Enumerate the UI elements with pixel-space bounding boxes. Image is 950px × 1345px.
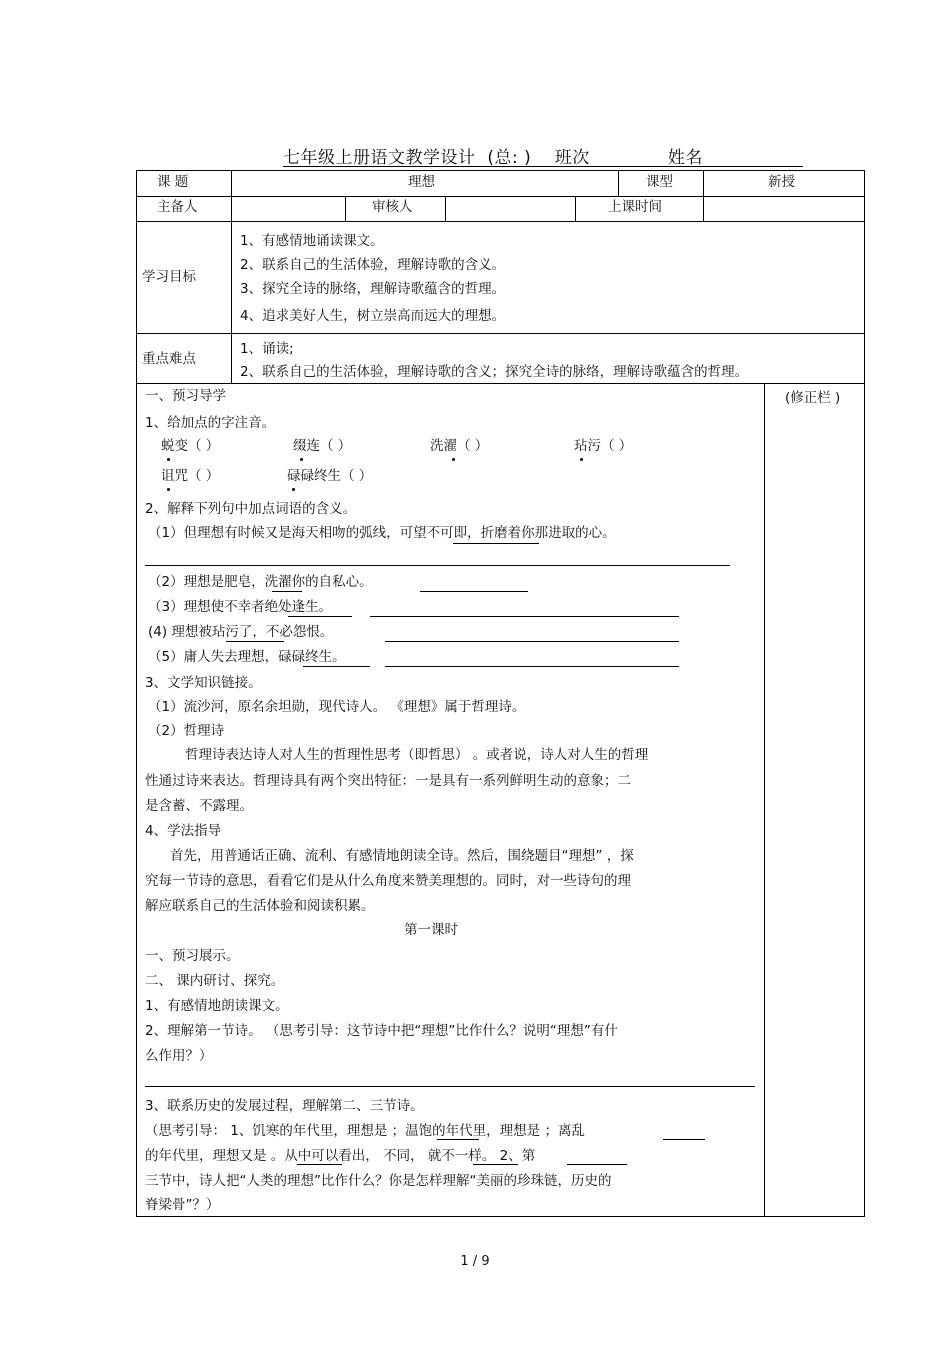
answer-line: [385, 666, 679, 667]
keypoint-item: 2、联系自己的生活体验，理解诗歌的含义；探究全诗的脉络，理解诗歌蕴含的哲理。: [240, 364, 749, 380]
preparer-label: 主备人: [157, 199, 198, 215]
lesson-line: 3、联系历史的发展过程，理解第二、三节诗。: [145, 1098, 424, 1114]
title-underline: [283, 166, 803, 167]
keypoint-item: 1、诵读;: [240, 341, 294, 357]
paragraph-line: 性通过诗来表达。哲理诗具有两个突出特征：一是具有一系列鲜明生动的意象；二: [145, 773, 631, 789]
goal-item: 4、追求美好人生，树立崇高而远大的理想。: [240, 308, 506, 324]
document-title-line: [283, 143, 703, 168]
fill-blank: [567, 1164, 627, 1165]
literature-note: （1）流沙河，原名余坦勋，现代诗人。 《理想》属于哲理诗。: [148, 699, 526, 715]
lesson-line: 脊梁骨”？）: [145, 1197, 220, 1213]
pinyin-item: 洗濯（ ）: [430, 438, 489, 454]
goal-item: 1、有感情地诵读课文。: [240, 233, 384, 249]
lesson-line: 1、有感情地朗读课文。: [145, 998, 289, 1014]
answer-line: [385, 641, 679, 642]
answer-line: [145, 565, 730, 566]
reviewer-label: 审核人: [372, 199, 413, 215]
lesson-line: 么作用？）: [145, 1048, 213, 1064]
total-count: (总: ): [487, 148, 532, 168]
name-label: 姓名: [667, 148, 703, 168]
col-divider: [618, 170, 619, 197]
question-1-title: 1、给加点的字注音。: [145, 415, 276, 431]
dotted-word-underline: [303, 666, 370, 667]
definition-item: (4) 理想被玷污了，不必怨恨。: [148, 624, 334, 640]
pinyin-item: 诅咒（ ）: [161, 468, 220, 484]
literature-note: （2）哲理诗: [148, 723, 225, 739]
correction-column-divider: [764, 383, 765, 1217]
class-label: 班次: [554, 148, 590, 168]
question-4-title: 4、学法指导: [145, 823, 222, 839]
lesson-line: 2、理解第一节诗。 （思考引导：这节诗中把“理想”比作什么？说明“理想”有什: [145, 1023, 618, 1039]
lesson-line: 二、 课内研讨、探究。: [145, 973, 285, 989]
answer-line: [370, 616, 679, 617]
fill-blank: [437, 1139, 479, 1140]
class-time-label: 上课时间: [608, 199, 662, 215]
page-title: 七年级上册语文教学设计: [283, 148, 476, 168]
row-divider: [136, 196, 865, 197]
table-border-right: [864, 170, 865, 1217]
dotted-word-underline: [453, 543, 539, 544]
preview-heading: 一、预习导学: [145, 388, 226, 404]
dotted-word-underline: [226, 641, 284, 642]
type-label: 课型: [646, 174, 673, 190]
answer-line: [145, 1086, 755, 1087]
type-value: 新授: [768, 174, 795, 190]
paragraph-line: 究每一节诗的意思，看看它们是从什么角度来赞美理想的。同时，对一些诗句的理: [145, 873, 631, 889]
correction-column-label: (修正栏 ): [785, 390, 841, 406]
table-border-top: [136, 170, 865, 171]
definition-item: （3）理想使不幸者绝处逢生。: [148, 599, 333, 615]
goal-item: 2、联系自己的生活体验，理解诗歌的含义。: [240, 257, 506, 273]
dotted-word-underline: [288, 616, 352, 617]
col-divider: [575, 196, 576, 222]
table-border-bottom: [136, 1216, 865, 1217]
goals-label: 学习目标: [142, 269, 196, 285]
table-border-left: [136, 170, 137, 1217]
definition-item: （1）但理想有时候又是海天相吻的弧线，可望不可即，折磨着你那进取的心。: [148, 525, 616, 541]
col-divider: [703, 170, 704, 222]
col-divider: [345, 196, 346, 222]
answer-line: [420, 591, 528, 592]
question-3-title: 3、文学知识链接。: [145, 675, 262, 691]
fill-blank: [663, 1139, 705, 1140]
dotted-word-underline: [272, 591, 302, 592]
col-divider: [445, 196, 446, 222]
definition-item: （5）庸人失去理想，碌碌终生。: [148, 649, 346, 665]
paragraph-line: 解应联系自己的生活体验和阅读积累。: [145, 898, 375, 914]
col-divider: [231, 170, 232, 384]
fill-blank: [473, 1164, 518, 1165]
definition-item: （2）理想是肥皂，洗濯你的自私心。: [148, 574, 373, 590]
pinyin-item: 缀连（ ）: [293, 438, 352, 454]
pinyin-item: 蜕变（ ）: [161, 438, 220, 454]
paragraph-line: 是含蓄、不露理。: [145, 798, 253, 814]
lesson-line: （思考引导： 1、饥寒的年代里，理想是 ；温饱的年代里，理想是 ；离乱: [145, 1123, 585, 1139]
emphasis-dot: [167, 458, 170, 461]
emphasis-dot: [580, 458, 583, 461]
goal-item: 3、探究全诗的脉络，理解诗歌蕴含的哲理。: [240, 281, 506, 297]
paragraph-line: 哲理诗表达诗人对人生的哲理性思考（即哲思） 。或者说，诗人对人生的哲理: [185, 747, 649, 763]
row-divider: [136, 333, 865, 334]
lesson-line: 三节中，诗人把“人类的理想”比作什么？你是怎样理解“美丽的珍珠链，历史的: [145, 1173, 612, 1189]
row-divider: [136, 221, 865, 222]
pinyin-item: 玷污（ ）: [574, 438, 633, 454]
lesson-heading: 第一课时: [404, 922, 458, 938]
page-number: 1 / 9: [460, 1254, 490, 1269]
lesson-line: 的年代里，理想又是 。从中可以看出， 不同， 就不一样。 2、第: [145, 1148, 536, 1164]
emphasis-dot: [167, 488, 170, 491]
emphasis-dot: [300, 458, 303, 461]
topic-label: 课 题: [157, 174, 189, 190]
emphasis-dot: [292, 488, 295, 491]
lesson-line: 一、预习展示。: [145, 948, 240, 964]
question-2-title: 2、解释下列句中加点词语的含义。: [145, 501, 357, 517]
fill-blank: [297, 1164, 342, 1165]
row-divider: [136, 383, 865, 384]
paragraph-line: 首先，用普通话正确、流利、有感情地朗读全诗。然后，围绕题目“理想” ，探: [170, 848, 634, 864]
topic-value: 理想: [408, 174, 435, 190]
emphasis-dot: [452, 458, 455, 461]
keypoints-label: 重点难点: [142, 351, 196, 367]
pinyin-item: 碌碌终生（ ）: [287, 468, 373, 484]
